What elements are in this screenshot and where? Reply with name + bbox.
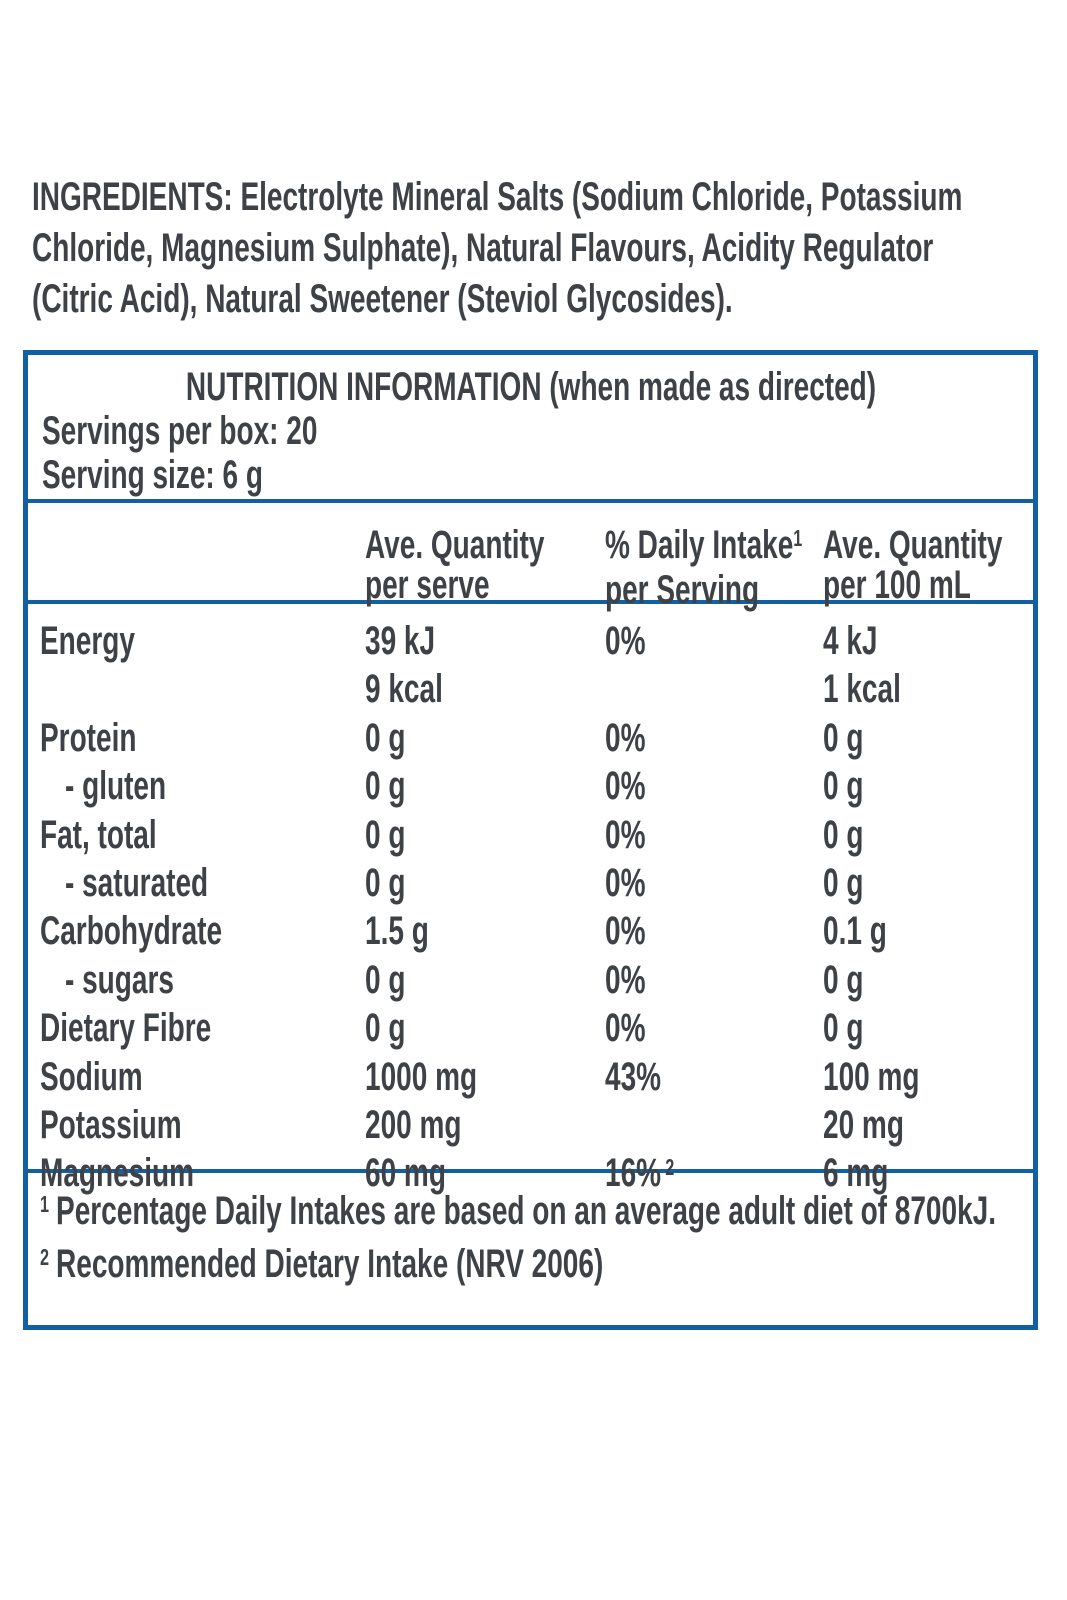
col-header-superscript: 1 — [793, 525, 803, 552]
per-100ml-cell — [823, 1056, 1033, 1104]
daily-intake-cell — [605, 765, 823, 813]
table-row — [28, 1104, 1033, 1152]
daily-intake-value: 0% — [605, 861, 646, 906]
per-100ml-value: 6 mg — [823, 1151, 889, 1196]
per-100ml-value: 0 g — [823, 957, 864, 1002]
per-serve-cell — [365, 1007, 605, 1055]
table-row — [28, 959, 1033, 1007]
nutrient-name-cell — [28, 717, 365, 765]
ingredients-text: INGREDIENTS: Electrolyte Mineral Salts (Sodium Chloride, Potassium — [32, 175, 963, 219]
per-serve-value: 0 g — [365, 812, 406, 857]
ingredients-text: (Citric Acid), Natural Sweetener (Steviol Glycosides). — [32, 277, 733, 321]
per-100ml-cell — [823, 620, 1033, 668]
per-100ml-cell — [823, 765, 1033, 813]
nutrient-name: - gluten — [65, 764, 167, 809]
panel-header — [28, 355, 1033, 503]
footnote-superscript: 2 — [40, 1244, 50, 1271]
footnote-text: Recommended Dietary Intake (NRV 2006) — [56, 1242, 604, 1286]
daily-intake-value: 0% — [605, 909, 646, 954]
table-row — [28, 765, 1033, 813]
nutrient-name: - sugars — [65, 957, 174, 1002]
table-row — [28, 862, 1033, 910]
per-100ml-cell — [823, 910, 1033, 958]
serving-size — [28, 453, 1033, 497]
col-header-line2: per Serving — [605, 568, 760, 612]
nutrient-name: Fat, total — [40, 812, 157, 857]
daily-intake-value: 0% — [605, 812, 646, 857]
per-serve-value: 0 g — [365, 861, 406, 906]
daily-intake-cell — [605, 910, 823, 958]
daily-intake-value: 0% — [605, 715, 646, 760]
per-serve-cell — [365, 1056, 605, 1104]
panel-title — [28, 365, 1033, 409]
panel-title-text: NUTRITION INFORMATION (when made as directed) — [185, 365, 876, 409]
per-serve-cell — [365, 668, 605, 716]
daily-intake-cell — [605, 1007, 823, 1055]
nutrient-name: Potassium — [40, 1103, 182, 1148]
table-row — [28, 814, 1033, 862]
per-100ml-value: 0.1 g — [823, 909, 887, 954]
column-headers-row — [28, 503, 1033, 612]
nutrient-name-cell — [28, 910, 365, 958]
daily-intake-cell — [605, 1056, 823, 1104]
daily-intake-value: 0% — [605, 619, 646, 663]
daily-intake-cell — [605, 959, 823, 1007]
footnote-text: Percentage Daily Intakes are based on an average adult diet of 8700kJ. — [56, 1189, 997, 1233]
col-header-line2: per 100 mL — [823, 563, 971, 607]
per-serve-value: 200 mg — [365, 1103, 462, 1148]
table-row — [28, 620, 1033, 668]
per-100ml-value: 0 g — [823, 764, 864, 809]
footnote-rdi — [40, 1240, 1033, 1293]
per-serve-value: 39 kJ — [365, 619, 436, 663]
nutrient-name-cell — [28, 668, 365, 716]
col-header-line1: Ave. Quantity — [365, 523, 545, 567]
servings-per-box-text: Servings per box: 20 — [42, 409, 318, 453]
daily-intake-cell — [605, 620, 823, 668]
per-serve-value: 9 kcal — [365, 667, 443, 712]
per-100ml-cell — [823, 814, 1033, 862]
daily-intake-value: 0% — [605, 764, 646, 809]
footnote-daily-intake — [40, 1187, 1033, 1240]
nutrient-name-cell — [28, 1007, 365, 1055]
per-serve-value: 1000 mg — [365, 1054, 478, 1099]
nutrient-name-cell — [28, 862, 365, 910]
per-serve-cell — [365, 910, 605, 958]
per-serve-value: 1.5 g — [365, 909, 429, 954]
daily-intake-cell — [605, 814, 823, 862]
col-header-daily-intake — [605, 525, 823, 610]
nutrient-name-cell — [28, 1056, 365, 1104]
table-row — [28, 1007, 1033, 1055]
per-100ml-value: 0 g — [823, 715, 864, 760]
nutrient-name-cell — [28, 765, 365, 813]
nutrient-name: Carbohydrate — [40, 909, 223, 954]
per-serve-cell — [365, 814, 605, 862]
daily-intake-cell — [605, 862, 823, 910]
per-100ml-cell — [823, 668, 1033, 716]
daily-intake-cell — [605, 717, 823, 765]
per-serve-cell — [365, 717, 605, 765]
daily-intake-value: 0% — [605, 957, 646, 1002]
per-100ml-value: 0 g — [823, 861, 864, 906]
nutrient-name: Magnesium — [40, 1151, 195, 1196]
per-100ml-value: 4 kJ — [823, 619, 878, 663]
per-serve-cell — [365, 862, 605, 910]
table-row — [28, 910, 1033, 958]
table-row — [28, 668, 1033, 716]
footnote-superscript: 1 — [40, 1191, 50, 1218]
nutrition-information-panel — [23, 350, 1038, 1330]
per-serve-value: 0 g — [365, 715, 406, 760]
per-serve-cell — [365, 1104, 605, 1152]
col-header-line1: Ave. Quantity — [823, 523, 1003, 567]
per-100ml-value: 20 mg — [823, 1103, 904, 1148]
daily-intake-value: 43% — [605, 1054, 662, 1099]
nutrient-column-spacer — [28, 525, 365, 610]
per-100ml-cell — [823, 959, 1033, 1007]
ingredients-line-3 — [32, 274, 1067, 325]
nutrient-rows — [28, 604, 1033, 1196]
per-100ml-value: 1 kcal — [823, 667, 901, 712]
col-header-per-serve — [365, 525, 605, 610]
daily-intake-superscript: 2 — [665, 1153, 675, 1180]
per-100ml-cell — [823, 862, 1033, 910]
servings-per-box — [28, 409, 1033, 453]
ingredients-line-1 — [32, 172, 1067, 223]
nutrient-name: Dietary Fibre — [40, 1006, 212, 1051]
ingredients-paragraph — [32, 172, 1067, 325]
table-row — [28, 1056, 1033, 1104]
nutrient-name-cell — [28, 1104, 365, 1152]
nutrient-name-cell — [28, 959, 365, 1007]
per-100ml-value: 100 mg — [823, 1054, 920, 1099]
col-header-line2: per serve — [365, 563, 490, 607]
per-serve-value: 0 g — [365, 764, 406, 809]
nutrient-name-cell — [28, 620, 365, 668]
per-100ml-value: 0 g — [823, 1006, 864, 1051]
ingredients-text: Chloride, Magnesium Sulphate), Natural Flavours, Acidity Regulator — [32, 226, 934, 270]
daily-intake-value: 0% — [605, 1006, 646, 1051]
col-header-per-100ml — [823, 525, 1067, 610]
daily-intake-value: 16% — [605, 1151, 662, 1196]
footnotes — [28, 1173, 1033, 1313]
per-serve-cell — [365, 765, 605, 813]
nutrient-name: Protein — [40, 715, 137, 760]
per-serve-cell — [365, 959, 605, 1007]
col-header-line1: % Daily Intake — [605, 523, 794, 567]
daily-intake-cell — [605, 668, 823, 716]
nutrient-name: Sodium — [40, 1054, 143, 1099]
nutrient-name: Energy — [40, 619, 135, 663]
per-serve-cell — [365, 620, 605, 668]
per-100ml-cell — [823, 1104, 1033, 1152]
nutrient-name: - saturated — [65, 861, 209, 906]
table-row — [28, 717, 1033, 765]
per-serve-value: 0 g — [365, 1006, 406, 1051]
per-100ml-value: 0 g — [823, 812, 864, 857]
per-serve-value: 0 g — [365, 957, 406, 1002]
per-100ml-cell — [823, 717, 1033, 765]
per-100ml-cell — [823, 1007, 1033, 1055]
serving-size-text: Serving size: 6 g — [42, 453, 263, 497]
ingredients-line-2 — [32, 223, 1067, 274]
nutrient-name-cell — [28, 814, 365, 862]
per-serve-value: 60 mg — [365, 1151, 446, 1196]
daily-intake-cell — [605, 1104, 823, 1152]
